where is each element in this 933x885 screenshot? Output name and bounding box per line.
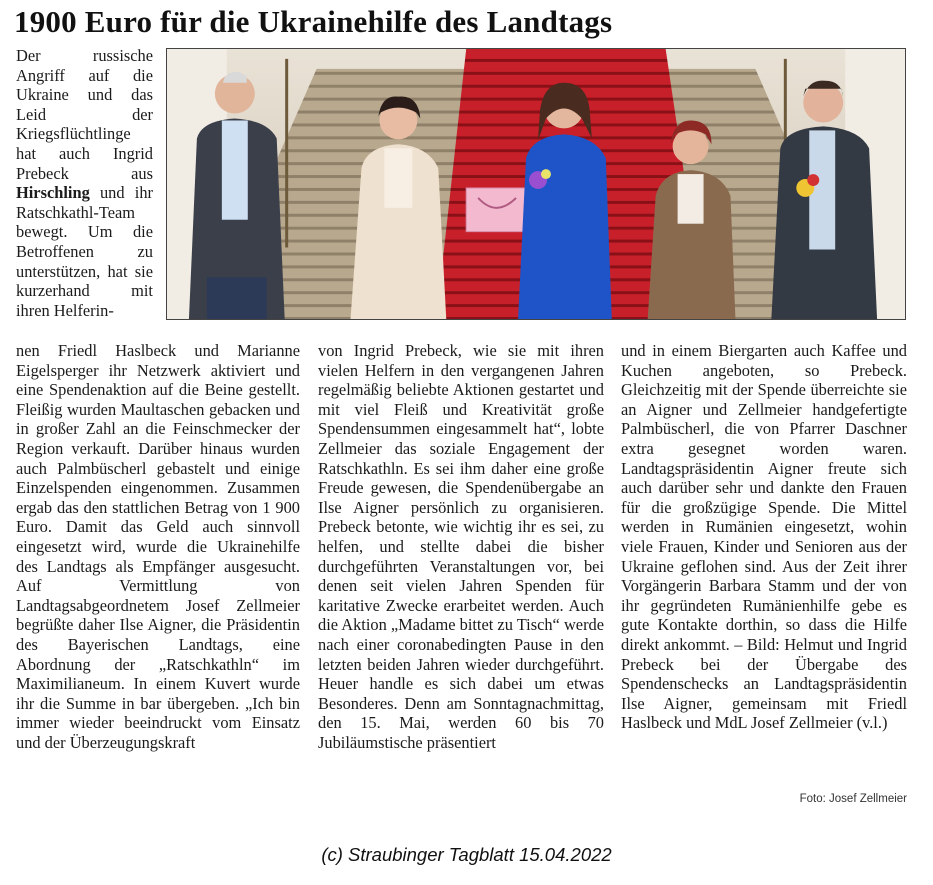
lead-place-name: Hirschling <box>16 183 90 203</box>
article-column-3 <box>621 341 907 733</box>
column-2-text: von Ingrid Prebeck, wie sie mit ihren vielen Helfern in den vergangenen Jahren regelmäßig beliebte Aktionen gestartet und mit viel Fleiß und Kreativität große Spendensummen eingesammelt hat“, lobte Zellmeier das soziale Engagement der Ratschkathln. Es sei ihm daher eine große Freude gewesen, die Spendenübergabe an Ilse Aigner persönlich zu organisieren. Prebeck betonte, wie wichtig ihr es sei, zu helfen, und stellte dabei die bisher durchgeführten Veranstaltungen vor, bei denen seit vielen Jahren Spenden für karitative Zwecke erarbeitet werden. Auch die Aktion „Madame bittet zu Tisch“ werde nach einer coronabedingten Pause in den letzten beiden Jahren wieder durchgeführt. Heuer handle es sich dabei um etwas Besonderes. Denn am Sonntagnachmittag, den 15. Mai, werden 60 bis 70 Jubiläumstische präsentiert <box>318 341 604 752</box>
article-headline: 1900 Euro für die Ukrainehilfe des Landtags <box>14 4 613 39</box>
lead-text-before: Der russische Angriff auf die Ukraine und das Leid der Kriegsflüchtlinge hat auch Ingrid Prebeck aus <box>16 46 153 183</box>
photo-illustration <box>167 49 905 319</box>
column-1-text: nen Friedl Haslbeck und Marianne Eigelsperger ihr Netzwerk aktiviert und eine Spendenaktion auf die Beine gestellt. Fleißig wurden Maultaschen gebacken und in großer Zahl an die Feinschmecker der Region verkauft. Darüber hinaus wurden auch Palmbüscherl gebastelt und einige Einzelspenden eingenommen. Zusammen ergab das den stattlichen Betrag von 1 900 Euro. Damit das Geld auch sinnvoll eingesetzt wird, wurde die Ukrainehilfe des Landtags als Empfänger ausgesucht. Auf Vermittlung von Landtagsabgeordnetem Josef Zellmeier begrüßte daher Ilse Aigner, die Präsidentin des Bayerischen Landtags, eine Abordnung der „Ratschkathln“ im Maximilianeum. In einem Kuvert wurde ihr die Summe in bar übergeben. „Ich bin immer wieder beeindruckt vom Einsatz und der Überzeugungskraft <box>16 341 300 752</box>
article-lead-paragraph <box>16 46 153 320</box>
article-column-2 <box>318 341 604 752</box>
article-column-1 <box>16 341 300 752</box>
article-photo <box>166 48 906 320</box>
column-3-text: und in einem Biergarten auch Kaffee und Kuchen angeboten, so Prebeck. Gleichzeitig mit der Spende überreichte sie an Aigner und Zellmeier handgefertigte Palmbüscherl, die von Pfarrer Daschner extra gesegnet worden waren. Landtagspräsidentin Aigner freute sich auch darüber sehr und dankte den Frauen für die großzügige Spende. Die Mittel werden in Rumänien eingesetzt, wohin viele Frauen, Kinder und Senioren aus der Ukraine geflohen sind. Aus der Zeit ihrer Vorgängerin Barbara Stamm und der von ihr gegründeten Rumänienhilfe gebe es gute Kontakte dorthin, so dass die Hilfe direkt ankommt. – Bild: Helmut und Ingrid Prebeck bei der Übergabe des Spendenschecks an Landtagspräsidentin Ilse Aigner, gemeinsam mit Friedl Haslbeck und MdL Josef Zellmeier (v.l.) <box>621 341 907 733</box>
photo-credit: Foto: Josef Zellmeier <box>799 793 907 805</box>
gift-envelope <box>466 188 530 232</box>
lead-text-after: und ihr Ratschkathl-Team bewegt. Um die Betroffenen zu unterstützen, hat sie kurzerhand mit ihren Helferin- <box>16 183 153 320</box>
article-lead-column <box>16 46 153 320</box>
copyright-footer: (c) Straubinger Tagblatt 15.04.2022 <box>321 844 612 865</box>
